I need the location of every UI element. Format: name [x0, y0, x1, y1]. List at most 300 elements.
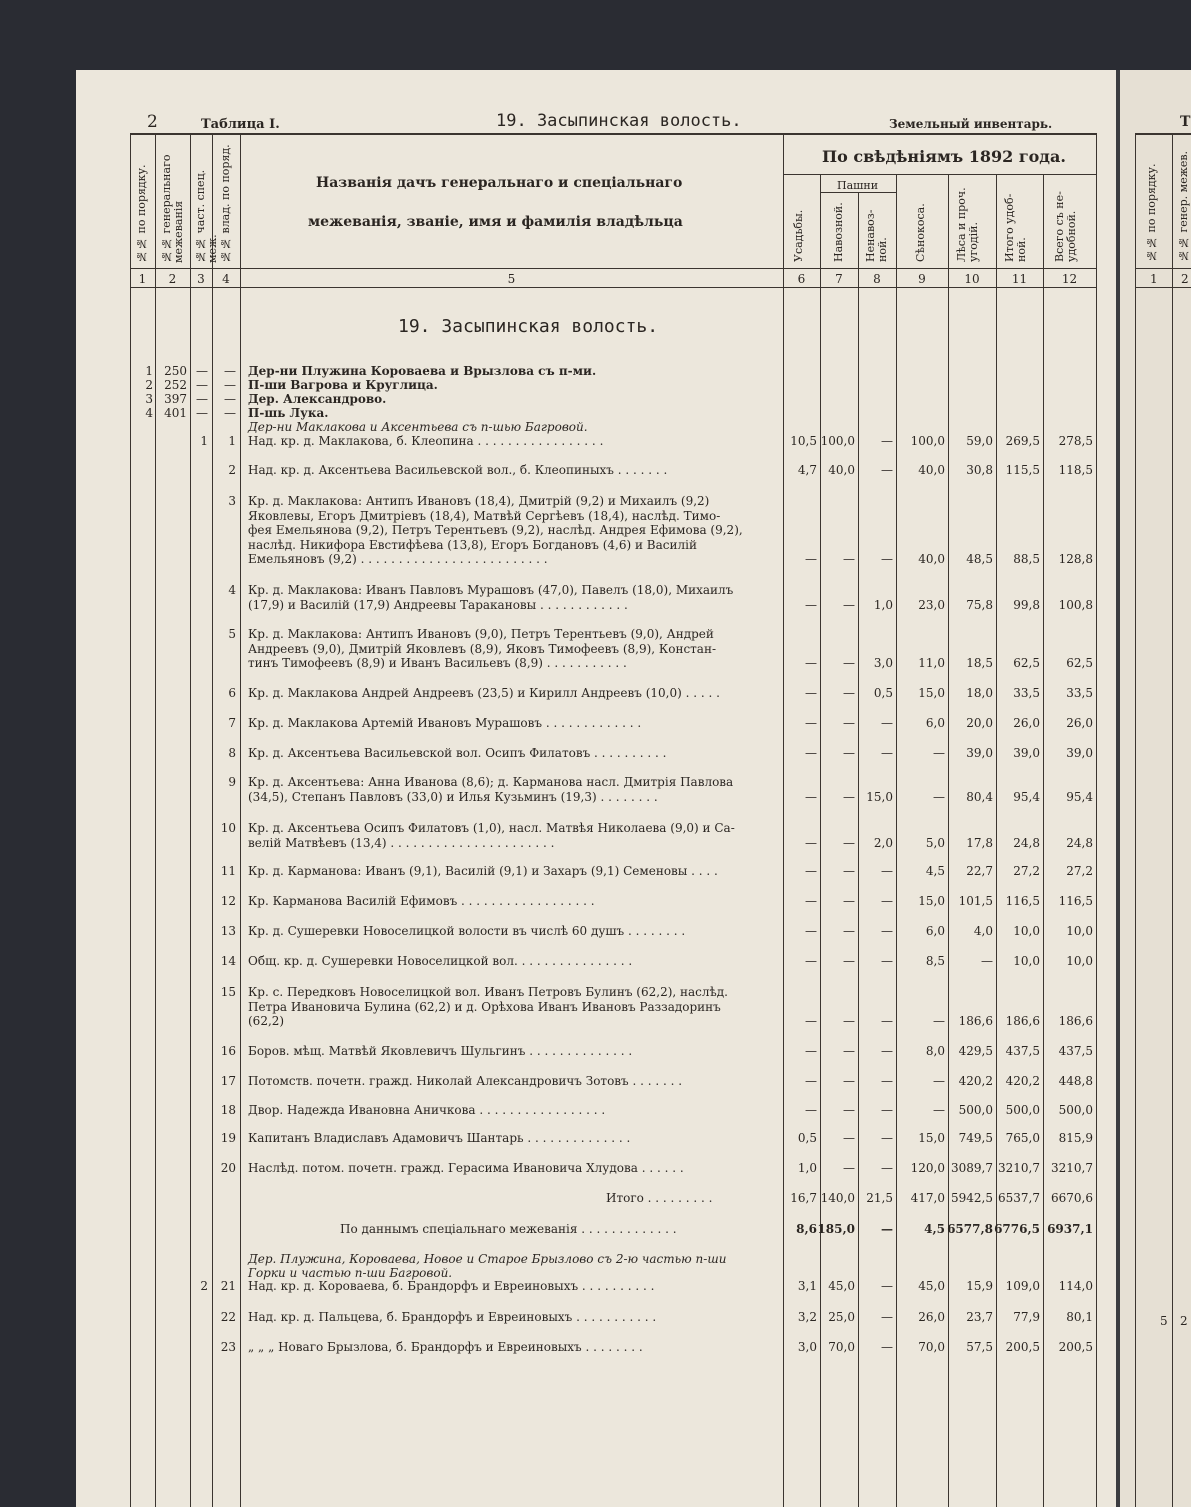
- value-c8: —: [881, 1340, 893, 1354]
- owner-number: 11: [220, 864, 236, 878]
- value-c9: 100,0: [910, 434, 945, 448]
- colnum-6: 6: [797, 272, 806, 286]
- entry-line: Наслѣд. потом. почетн. гражд. Герасима Ивановича Хлудова . . . . . .: [248, 1161, 684, 1175]
- value-c10: 4,0: [973, 924, 993, 938]
- value-c6: 3,0: [797, 1340, 817, 1354]
- value-c12: 128,8: [1058, 552, 1093, 566]
- owner-entry: [248, 864, 780, 879]
- value-c11: 116,5: [1005, 894, 1040, 908]
- entry-line: Над. кр. д. Пальцева, б. Брандорфъ и Евреиновыхъ . . . . . . . . . . .: [248, 1310, 657, 1324]
- value-c6: —: [805, 954, 817, 968]
- special-label: По даннымъ спеціальнаго межеванія . . . . . . . . . . . . .: [340, 1222, 677, 1236]
- value-c10: 420,2: [958, 1074, 993, 1088]
- owner-number: 2: [228, 463, 236, 477]
- value-c12: 118,5: [1058, 463, 1093, 477]
- owner-entry: [248, 463, 780, 478]
- value-c11: 200,5: [1005, 1340, 1040, 1354]
- value-c9: 6,0: [925, 716, 945, 730]
- value-c10: 20,0: [966, 716, 993, 730]
- village-owner-dash: —: [224, 378, 236, 392]
- colnum-2: 2: [168, 272, 177, 286]
- value-c10: 57,5: [966, 1340, 993, 1354]
- value-c11: 500,0: [1005, 1103, 1040, 1117]
- colnum-11: 11: [1011, 272, 1028, 286]
- col-line-12: [1096, 133, 1097, 1507]
- value-c7: —: [843, 835, 855, 850]
- village-gen-number: 397: [164, 392, 187, 406]
- total-c7: 140,0: [820, 1191, 855, 1205]
- value-c8: —: [881, 864, 893, 878]
- col-header-8: Ненавоз-ной.: [864, 209, 889, 262]
- value-c11: 99,8: [1013, 597, 1040, 612]
- village-number: 1: [145, 364, 153, 378]
- value-c11: 24,8: [1013, 835, 1040, 850]
- group-header: По свѣдѣніямъ 1892 года.: [822, 147, 1066, 166]
- value-c8: —: [881, 434, 893, 448]
- value-c12: 100,8: [1058, 597, 1093, 612]
- village-name: П-ши Вагрова и Круглица.: [248, 378, 438, 392]
- owner-entry: [248, 985, 780, 1029]
- value-c8: —: [881, 1014, 893, 1028]
- value-c9: 11,0: [918, 656, 945, 670]
- value-c10: —: [981, 954, 993, 968]
- value-c12: 10,0: [1066, 954, 1093, 968]
- value-c12: 500,0: [1058, 1103, 1093, 1117]
- next-page-line-1: [1172, 133, 1173, 1507]
- value-c10: 429,5: [958, 1044, 993, 1058]
- col-header-3: №№ част. спец. меж.: [194, 169, 219, 263]
- owner-entry: [248, 954, 780, 969]
- col-header-11: Итого удоб-ной.: [1003, 193, 1028, 262]
- owner-entry: [248, 1279, 780, 1294]
- owner-entry: [248, 686, 780, 701]
- value-c12: 80,1: [1066, 1310, 1093, 1324]
- value-c10: 186,6: [958, 1014, 993, 1028]
- special-c11: 6776,5: [994, 1222, 1040, 1236]
- subheading-pluzhina: Дер. Плужина, Короваева, Новое и Старое Брызлово съ 2-ю частью п-ши: [248, 1252, 727, 1266]
- value-c12: 278,5: [1058, 434, 1093, 448]
- value-c8: —: [881, 1131, 893, 1145]
- col-line-5: [783, 133, 784, 1507]
- col-line-1: [155, 133, 156, 1507]
- group-rule: [783, 174, 1096, 175]
- value-c11: 26,0: [1013, 716, 1040, 730]
- special-c8: —: [881, 1222, 893, 1236]
- value-c8: 3,0: [873, 656, 893, 670]
- value-c8: —: [881, 716, 893, 730]
- value-c7: 40,0: [828, 463, 855, 477]
- special-c12: 6937,1: [1047, 1222, 1093, 1236]
- owner-entry: [248, 1044, 780, 1059]
- value-c6: —: [805, 1074, 817, 1088]
- value-c7: —: [843, 597, 855, 612]
- value-c12: 3210,7: [1051, 1161, 1093, 1175]
- value-c8: 0,5: [873, 686, 893, 700]
- entry-line: (34,5), Степанъ Павловъ (33,0) и Илья Кузьминъ (19,3) . . . . . . . .: [248, 789, 658, 804]
- entry-line: Над. кр. д. Короваева, б. Брандорфъ и Евреиновыхъ . . . . . . . . . .: [248, 1279, 655, 1293]
- value-c11: 269,5: [1005, 434, 1040, 448]
- entry-line: (17,9) и Василій (17,9) Андреевы Таракановы . . . . . . . . . . . .: [248, 597, 628, 612]
- owner-number: 21: [220, 1279, 236, 1293]
- value-c9: 40,0: [918, 552, 945, 566]
- value-c10: 23,7: [966, 1310, 993, 1324]
- entry-line: Боров. мѣщ. Матвѣй Яковлевичъ Шульгинъ . . . . . . . . . . . . . .: [248, 1044, 633, 1058]
- page-title: 19. Засыпинская волость.: [496, 111, 742, 131]
- value-c10: 18,5: [966, 656, 993, 670]
- total-c9: 417,0: [910, 1191, 945, 1205]
- value-c8: 15,0: [866, 789, 893, 804]
- value-c9: 15,0: [918, 894, 945, 908]
- value-c7: 45,0: [828, 1279, 855, 1293]
- entry-line: Кр. д. Маклакова Артемій Ивановъ Мурашовъ . . . . . . . . . . . . .: [248, 716, 642, 730]
- value-c10: 30,8: [966, 463, 993, 477]
- value-c7: —: [843, 1014, 855, 1028]
- total-c12: 6670,6: [1051, 1191, 1093, 1205]
- subheading-pluzhina: Горки и частью п-ши Багровой.: [248, 1266, 453, 1280]
- value-c9: 120,0: [910, 1161, 945, 1175]
- col-header-12: Всего съ не-удобной.: [1053, 191, 1078, 262]
- entry-line: Кр. д. Маклакова: Иванъ Павловъ Мурашовъ (47,0), Павелъ (18,0), Михаилъ: [248, 583, 734, 597]
- value-c8: —: [881, 954, 893, 968]
- owner-entry: [248, 1131, 780, 1146]
- colnum-bottom-rule: [130, 287, 1096, 288]
- value-c9: 70,0: [918, 1340, 945, 1354]
- value-c7: —: [843, 746, 855, 760]
- entry-line: Потомств. почетн. гражд. Николай Александровичъ Зотовъ . . . . . . .: [248, 1074, 683, 1088]
- owner-number: 12: [220, 894, 236, 908]
- entry-line: Кр. д. Сушеревки Новоселицкой волости въ числѣ 60 душъ . . . . . . . .: [248, 924, 686, 938]
- next-page-header-rule: [1135, 268, 1191, 269]
- table-top-rule: [130, 133, 1096, 135]
- entry-line: Петра Ивановича Булина (62,2) и д. Орѣхова Иванъ Ивановъ Раззадоринъ: [248, 999, 721, 1014]
- col-line-0: [130, 133, 131, 1507]
- value-c11: 62,5: [1013, 656, 1040, 670]
- col-header-2: №№ генеральнаго межеванія: [160, 154, 185, 263]
- value-c12: 815,9: [1058, 1131, 1093, 1145]
- next-page-col-1: №№ по порядку.: [1145, 163, 1158, 262]
- value-c11: 186,6: [1005, 1014, 1040, 1028]
- entry-line: тинъ Тимофеевъ (8,9) и Иванъ Васильевъ (8,9) . . . . . . . . . . .: [248, 656, 627, 670]
- col-header-7: Навозной.: [832, 202, 845, 262]
- value-c10: 18,0: [966, 686, 993, 700]
- value-c7: —: [843, 894, 855, 908]
- value-c11: 88,5: [1013, 552, 1040, 566]
- next-page-colnum-rule: [1135, 287, 1191, 288]
- value-c12: 39,0: [1066, 746, 1093, 760]
- colnum-5: 5: [507, 272, 516, 286]
- col-header-6: Усадьбы.: [792, 209, 805, 262]
- value-c10: 101,5: [958, 894, 993, 908]
- owner-entry: [248, 1074, 780, 1089]
- entry-line: Кр. д. Аксентьева: Анна Иванова (8,6); д. Карманова насл. Дмитрія Павлова: [248, 775, 734, 789]
- value-c6: —: [805, 1014, 817, 1028]
- value-c7: 100,0: [820, 434, 855, 448]
- entry-line: Двор. Надежда Ивановна Аничкова . . . . . . . . . . . . . . . . .: [248, 1103, 606, 1117]
- owner-number: 18: [220, 1103, 236, 1117]
- owner-entry: [248, 583, 780, 612]
- value-c12: 186,6: [1058, 1014, 1093, 1028]
- value-c6: —: [805, 656, 817, 670]
- value-c6: —: [805, 789, 817, 804]
- spec-number: 2: [200, 1279, 208, 1293]
- special-c10: 6577,8: [947, 1222, 993, 1236]
- col-line-3: [212, 133, 213, 1507]
- owner-number: 20: [220, 1161, 236, 1175]
- value-c7: —: [843, 686, 855, 700]
- value-c12: 448,8: [1058, 1074, 1093, 1088]
- next-page-row-a: 5: [1160, 1314, 1168, 1328]
- col-header-5-line1: Названія дачъ генеральнаго и спеціальнаго: [316, 175, 683, 191]
- value-c6: —: [805, 746, 817, 760]
- value-c9: —: [933, 1014, 945, 1028]
- entry-line: Кр. д. Аксентьева Васильевской вол. Осипъ Филатовъ . . . . . . . . . .: [248, 746, 667, 760]
- value-c11: 77,9: [1013, 1310, 1040, 1324]
- value-c11: 3210,7: [998, 1161, 1040, 1175]
- table-label: Таблица I.: [201, 117, 280, 132]
- value-c9: 15,0: [918, 1131, 945, 1145]
- value-c6: 3,1: [797, 1279, 817, 1293]
- value-c10: 22,7: [966, 864, 993, 878]
- owner-number: 7: [228, 716, 236, 730]
- entry-line: Над. кр. д. Аксентьева Васильевской вол., б. Клеопиныхъ . . . . . . .: [248, 463, 668, 477]
- entry-line: Кр. с. Передковъ Новоселицкой вол. Иванъ Петровъ Булинъ (62,2), наслѣд.: [248, 985, 728, 999]
- entry-line: Кр. д. Аксентьева Осипъ Филатовъ (1,0), насл. Матвѣя Николаева (9,0) и Са-: [248, 821, 735, 835]
- owner-entry: [248, 1310, 780, 1325]
- value-c9: 40,0: [918, 463, 945, 477]
- value-c7: —: [843, 924, 855, 938]
- next-page-row-b: 2: [1180, 1314, 1188, 1328]
- value-c9: 8,5: [925, 954, 945, 968]
- value-c9: 15,0: [918, 686, 945, 700]
- value-c9: 45,0: [918, 1279, 945, 1293]
- village-gen-number: 250: [164, 364, 187, 378]
- colnum-9: 9: [918, 272, 926, 286]
- village-name: П-шь Лука.: [248, 406, 329, 420]
- village-owner-dash: —: [224, 364, 236, 378]
- owner-entry: [248, 821, 780, 850]
- value-c9: 4,5: [925, 864, 945, 878]
- value-c10: 59,0: [966, 434, 993, 448]
- value-c11: 420,2: [1005, 1074, 1040, 1088]
- owner-entry: [248, 1340, 780, 1355]
- value-c9: 5,0: [925, 835, 945, 850]
- value-c7: —: [843, 864, 855, 878]
- entry-line: Яковлевы, Егоръ Дмитріевъ (18,4), Матвѣй Сергѣевъ (18,4), наслѣд. Тимо-: [248, 508, 721, 523]
- value-c7: —: [843, 1131, 855, 1145]
- value-c9: 23,0: [918, 597, 945, 612]
- col-header-1: №№ по порядку.: [135, 164, 148, 263]
- value-c12: 10,0: [1066, 924, 1093, 938]
- village-spec-dash: —: [196, 392, 208, 406]
- owner-number: 22: [220, 1310, 236, 1324]
- owner-number: 16: [220, 1044, 236, 1058]
- col-header-10: Лѣса и проч. угодій.: [955, 187, 980, 262]
- next-page-col-2: №№ генер. межев.: [1177, 150, 1190, 262]
- value-c11: 437,5: [1005, 1044, 1040, 1058]
- owner-entry: [248, 1103, 780, 1118]
- value-c10: 75,8: [966, 597, 993, 612]
- value-c10: 17,8: [966, 835, 993, 850]
- col-line-4: [240, 133, 241, 1507]
- value-c9: —: [933, 1074, 945, 1088]
- value-c11: 10,0: [1013, 924, 1040, 938]
- owner-number: 8: [228, 746, 236, 760]
- value-c10: 15,9: [966, 1279, 993, 1293]
- value-c8: —: [881, 894, 893, 908]
- village-spec-dash: —: [196, 406, 208, 420]
- col-header-9: Сѣнокоса.: [914, 203, 927, 262]
- value-c8: —: [881, 1279, 893, 1293]
- value-c10: 749,5: [958, 1131, 993, 1145]
- owner-entry: [248, 716, 780, 731]
- value-c9: —: [933, 1103, 945, 1117]
- value-c7: 70,0: [828, 1340, 855, 1354]
- special-c9: 4,5: [924, 1222, 945, 1236]
- value-c7: 25,0: [828, 1310, 855, 1324]
- village-gen-number: 401: [164, 406, 187, 420]
- entry-line: фея Емельянова (9,2), Петръ Терентьевъ (9,2), наслѣд. Андрея Ефимова (9,2),: [248, 523, 743, 537]
- value-c6: —: [805, 716, 817, 730]
- entry-line: „ „ „ Новаго Брызлова, б. Брандорфъ и Евреиновыхъ . . . . . . . .: [248, 1340, 643, 1354]
- special-c6: 8,6: [796, 1222, 817, 1236]
- owner-number: 23: [220, 1340, 236, 1354]
- value-c9: 6,0: [925, 924, 945, 938]
- owner-entry: [248, 434, 780, 449]
- colnum-3: 3: [197, 272, 205, 286]
- value-c9: 26,0: [918, 1310, 945, 1324]
- colnum-12: 12: [1061, 272, 1078, 286]
- value-c10: 48,5: [966, 552, 993, 566]
- section-title: 19. Засыпинская волость.: [398, 316, 659, 337]
- value-c6: 0,5: [797, 1131, 817, 1145]
- owner-number: 3: [228, 494, 236, 508]
- value-c6: 1,0: [797, 1161, 817, 1175]
- total-c6: 16,7: [790, 1191, 817, 1205]
- owner-entry: [248, 894, 780, 909]
- value-c8: —: [881, 924, 893, 938]
- owner-number: 5: [228, 627, 236, 641]
- value-c12: 26,0: [1066, 716, 1093, 730]
- colnum-7: 7: [835, 272, 843, 286]
- value-c8: —: [881, 463, 893, 477]
- owner-number: 6: [228, 686, 236, 700]
- entry-line: Кр. д. Карманова: Иванъ (9,1), Василій (9,1) и Захаръ (9,1) Семеновы . . . .: [248, 864, 718, 878]
- entry-line: Андреевъ (9,0), Дмитрій Яковлевъ (8,9), Яковъ Тимофеевъ (8,9), Констан-: [248, 641, 717, 656]
- village-owner-dash: —: [224, 406, 236, 420]
- value-c8: 1,0: [873, 597, 893, 612]
- entry-line: Общ. кр. д. Сушеревки Новоселицкой вол. . . . . . . . . . . . . . . .: [248, 954, 633, 968]
- col-header-5-line2: межеванія, званіе, имя и фамилія владѣльца: [308, 214, 683, 230]
- value-c8: 2,0: [873, 835, 893, 850]
- entry-line: Над. кр. д. Маклакова, б. Клеопина . . . . . . . . . . . . . . . . .: [248, 434, 604, 448]
- header-bottom-rule: [130, 268, 1096, 269]
- value-c7: —: [843, 789, 855, 804]
- village-name: Дер-ни Плужина Короваева и Врызлова съ п-ми.: [248, 364, 597, 378]
- owner-entry: [248, 924, 780, 939]
- total-c10: 5942,5: [951, 1191, 993, 1205]
- value-c12: 62,5: [1066, 656, 1093, 670]
- spec-number: 1: [200, 434, 208, 448]
- value-c12: 437,5: [1058, 1044, 1093, 1058]
- owner-number: 17: [220, 1074, 236, 1088]
- colnum-4: 4: [222, 272, 230, 286]
- owner-number: 19: [220, 1131, 236, 1145]
- value-c11: 765,0: [1005, 1131, 1040, 1145]
- value-c6: —: [805, 1044, 817, 1058]
- special-c7: 185,0: [817, 1222, 855, 1236]
- page-number: 2: [147, 112, 158, 132]
- value-c10: 500,0: [958, 1103, 993, 1117]
- value-c8: —: [881, 746, 893, 760]
- entry-line: Кр. Карманова Василій Ефимовъ . . . . . . . . . . . . . . . . . .: [248, 894, 595, 908]
- village-owner-dash: —: [224, 392, 236, 406]
- entry-line: Кр. д. Маклакова Андрей Андреевъ (23,5) и Кирилл Андреевъ (10,0) . . . . .: [248, 686, 720, 700]
- owner-entry: [248, 627, 780, 671]
- value-c6: —: [805, 552, 817, 566]
- village-number: 2: [145, 378, 153, 392]
- value-c7: —: [843, 1161, 855, 1175]
- village-spec-dash: —: [196, 364, 208, 378]
- value-c7: —: [843, 1074, 855, 1088]
- total-label: Итого . . . . . . . . .: [606, 1191, 713, 1205]
- village-number: 3: [145, 392, 153, 406]
- entry-line: Кр. д. Маклакова: Антипъ Ивановъ (18,4), Дмитрій (9,2) и Михаилъ (9,2): [248, 494, 710, 508]
- subheading-maklakova: Дер-ни Маклакова и Аксентьева съ п-шью Багровой.: [248, 420, 588, 434]
- colnum-10: 10: [964, 272, 980, 286]
- value-c6: —: [805, 1103, 817, 1117]
- entry-line: Емельяновъ (9,2) . . . . . . . . . . . . . . . . . . . . . . . . .: [248, 552, 548, 566]
- value-c8: —: [881, 1044, 893, 1058]
- value-c7: —: [843, 716, 855, 730]
- next-page-line-0: [1135, 133, 1136, 1507]
- value-c8: —: [881, 1074, 893, 1088]
- next-page-colnum-1: 1: [1150, 272, 1158, 286]
- pashni-header: Пашни: [837, 179, 879, 192]
- value-c11: 27,2: [1013, 864, 1040, 878]
- value-c7: —: [843, 954, 855, 968]
- value-c12: 200,5: [1058, 1340, 1093, 1354]
- owner-number: 10: [220, 821, 236, 835]
- value-c6: —: [805, 924, 817, 938]
- entry-line: наслѣд. Никифора Евстифѣева (13,8), Егоръ Богдановъ (4,6) и Василій: [248, 537, 697, 552]
- owner-entry: [248, 1161, 780, 1176]
- value-c8: —: [881, 552, 893, 566]
- owner-number: 1: [228, 434, 236, 448]
- owner-number: 13: [220, 924, 236, 938]
- value-c8: —: [881, 1103, 893, 1117]
- value-c12: 27,2: [1066, 864, 1093, 878]
- value-c6: —: [805, 835, 817, 850]
- value-c12: 114,0: [1058, 1279, 1093, 1293]
- owner-entry: [248, 746, 780, 761]
- value-c7: —: [843, 552, 855, 566]
- total-c11: 6537,7: [998, 1191, 1040, 1205]
- col-header-4: №№ влад. по поряд.: [219, 144, 232, 263]
- owner-entry: [248, 775, 780, 804]
- value-c9: —: [933, 789, 945, 804]
- value-c12: 24,8: [1066, 835, 1093, 850]
- value-c12: 116,5: [1058, 894, 1093, 908]
- owner-number: 14: [220, 954, 236, 968]
- value-c11: 109,0: [1005, 1279, 1040, 1293]
- value-c6: —: [805, 686, 817, 700]
- owner-entry: [248, 494, 780, 567]
- total-c8: 21,5: [866, 1191, 893, 1205]
- value-c6: —: [805, 864, 817, 878]
- value-c8: —: [881, 1310, 893, 1324]
- entry-line: велій Матвѣевъ (13,4) . . . . . . . . . . . . . . . . . . . . . .: [248, 835, 555, 850]
- header-right-title: Земельный инвентарь.: [889, 117, 1053, 131]
